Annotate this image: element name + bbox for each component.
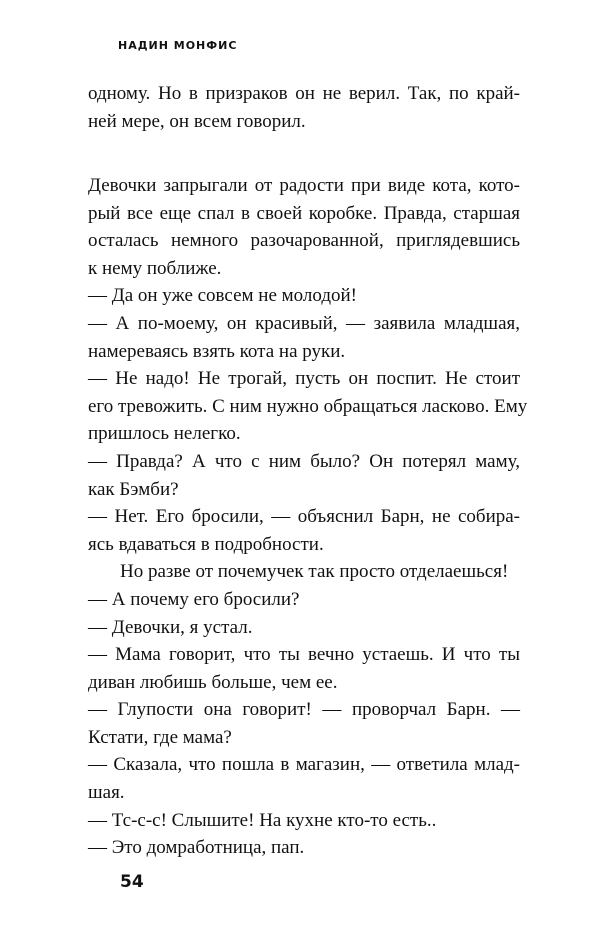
text-line: ясь вдаваться в подробности. bbox=[88, 533, 324, 555]
text-line: шая. bbox=[88, 782, 125, 804]
text-line: — Правда? А что с ним было? Он потерял маму, bbox=[88, 450, 520, 472]
text-line: рый все еще спал в своей коробке. Правда, старшая bbox=[88, 202, 520, 224]
text-line: как Бэмби? bbox=[88, 478, 179, 500]
text-line: к нему поближе. bbox=[88, 257, 222, 279]
text-line: — Сказала, что пошла в магазин, — ответила млад- bbox=[88, 754, 520, 776]
text-line: Кстати, где мама? bbox=[88, 726, 232, 748]
text-line: — А по-моему, он красивый, — заявила младшая, bbox=[88, 312, 520, 334]
text-paragraph-top bbox=[88, 80, 520, 135]
text-line: ней мере, он всем говорил. bbox=[88, 110, 306, 132]
text-line: — А почему его бросили? bbox=[88, 588, 300, 610]
text-paragraph-main bbox=[88, 172, 528, 862]
text-line: пришлось нелегко. bbox=[88, 423, 241, 445]
text-line: — Глупости она говорит! — проворчал Барн. — bbox=[88, 699, 520, 721]
text-line: Девочки запрыгали от радости при виде кота, кото- bbox=[88, 175, 520, 196]
running-head: НАДИН МОНФИС bbox=[118, 39, 238, 52]
text-line: — Девочки, я устал. bbox=[88, 616, 253, 638]
text-line: Но разве от почемучек так просто отделаешься! bbox=[120, 561, 509, 583]
page-number: 54 bbox=[120, 872, 144, 892]
text-line: его тревожить. С ним нужно обращаться ласково. Ему bbox=[88, 395, 528, 417]
text-line: — Нет. Его бросили, — объяснил Барн, не собира- bbox=[88, 506, 520, 528]
text-line: — Тс-с-с! Слышите! На кухне кто-то есть.. bbox=[88, 809, 437, 831]
text-line: диван любишь больше, чем ее. bbox=[88, 671, 338, 693]
text-line: — Это домработница, пап. bbox=[88, 837, 305, 859]
text-line: — Мама говорит, что ты вечно устаешь. И что ты bbox=[88, 644, 520, 666]
text-line: намереваясь взять кота на руки. bbox=[88, 340, 346, 362]
text-line: одному. Но в призраков он не верил. Так, по край- bbox=[88, 83, 520, 104]
text-line: осталась немного разочарованной, приглядевшись bbox=[88, 230, 520, 252]
text-line: — Да он уже совсем не молодой! bbox=[88, 285, 358, 307]
text-line: — Не надо! Не трогай, пусть он поспит. Не стоит bbox=[88, 368, 520, 390]
